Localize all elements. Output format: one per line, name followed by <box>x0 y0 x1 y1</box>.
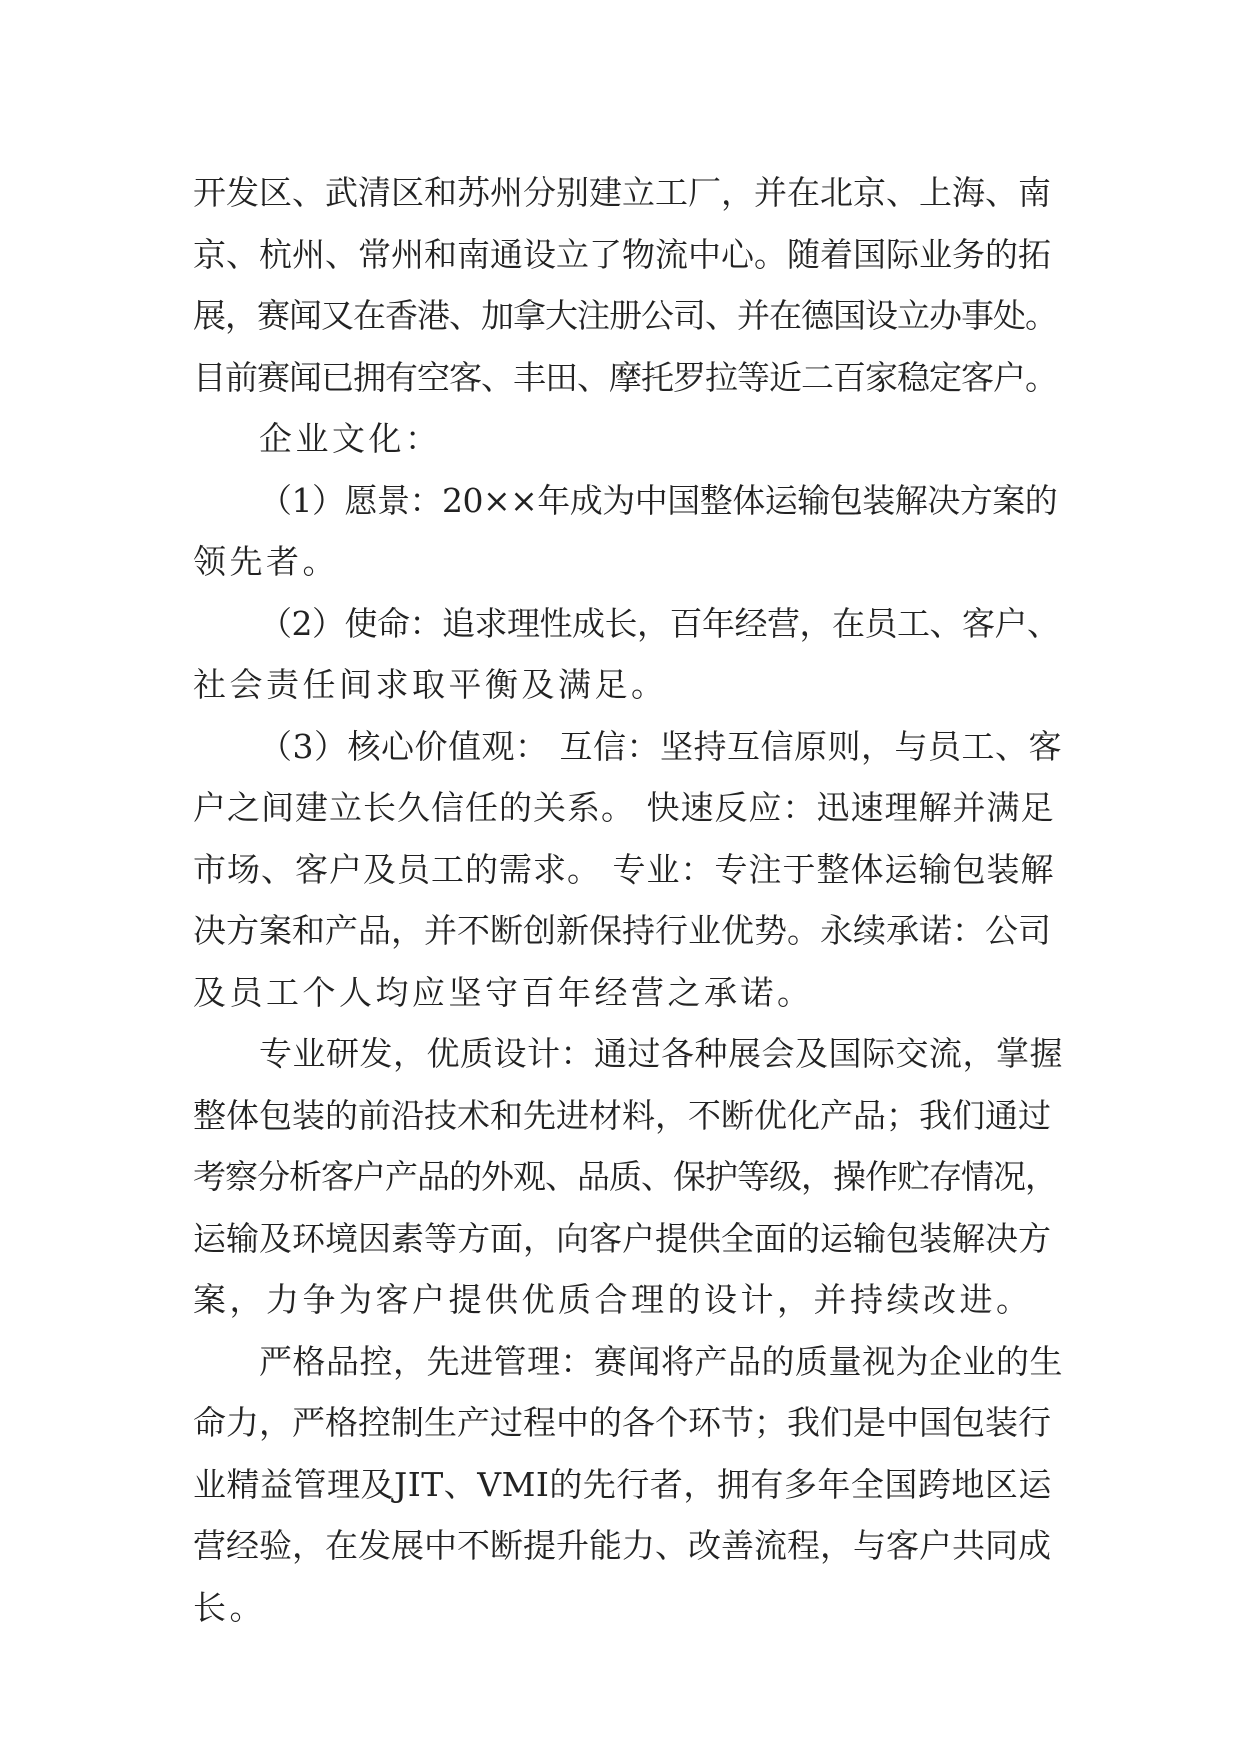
text-line: 命力，严格控制生产过程中的各个环节；我们是中国包装行 <box>193 1403 1051 1442</box>
text-line: 市场、客户及员工的需求。 专业：专注于整体运输包装解 <box>193 849 1055 889</box>
text-line: 及员工个人均应坚守百年经营之承诺。 <box>193 972 814 1012</box>
text-line: 长。 <box>193 1587 266 1627</box>
text-line: 目前赛闻已拥有空客、丰田、摩托罗拉等近二百家稳定客户。 <box>193 357 1057 397</box>
text-line: 专业研发，优质设计：通过各种展会及国际交流，掌握 <box>259 1034 1063 1073</box>
text-line: 领先者。 <box>193 542 339 581</box>
text-line: （1）愿景：20××年成为中国整体运输包装解决方案的 <box>259 480 1058 520</box>
text-line: 京、杭州、常州和南通设立了物流中心。随着国际业务的拓 <box>193 234 1051 274</box>
text-line: 开发区、武清区和苏州分别建立工厂，并在北京、上海、南 <box>193 173 1051 212</box>
text-line: 企业文化： <box>259 419 442 458</box>
text-line: 业精益管理及JIT、VMI的先行者，拥有多年全国跨地区运 <box>193 1464 1052 1504</box>
text-line: 社会责任间求取平衡及满足。 <box>193 665 668 704</box>
text-line: 考察分析客户产品的外观、品质、保护等级，操作贮存情况， <box>193 1157 1057 1196</box>
text-line: 运输及环境因素等方面，向客户提供全面的运输包装解决方 <box>193 1218 1051 1258</box>
text-line: 决方案和产品，并不断创新保持行业优势。永续承诺：公司 <box>193 911 1051 950</box>
text-line: 营经验，在发展中不断提升能力、改善流程，与客户共同成 <box>193 1526 1051 1565</box>
text-line: （3）核心价值观： 互信：坚持互信原则，与员工、客 <box>259 726 1062 766</box>
body-text <box>193 162 1063 1638</box>
text-line: 案，力争为客户提供优质合理的设计，并持续改进。 <box>193 1280 1033 1319</box>
text-line: （2）使命：追求理性成长，百年经营，在员工、客户、 <box>259 603 1060 643</box>
text-line: 户之间建立长久信任的关系。 快速反应：迅速理解并满足 <box>193 788 1055 827</box>
text-line: 整体包装的前沿技术和先进材料，不断优化产品；我们通过 <box>193 1095 1051 1135</box>
text-line: 展，赛闻又在香港、加拿大注册公司、并在德国设立办事处。 <box>193 296 1057 335</box>
text-line: 严格品控，先进管理：赛闻将产品的质量视为企业的生 <box>259 1341 1063 1381</box>
